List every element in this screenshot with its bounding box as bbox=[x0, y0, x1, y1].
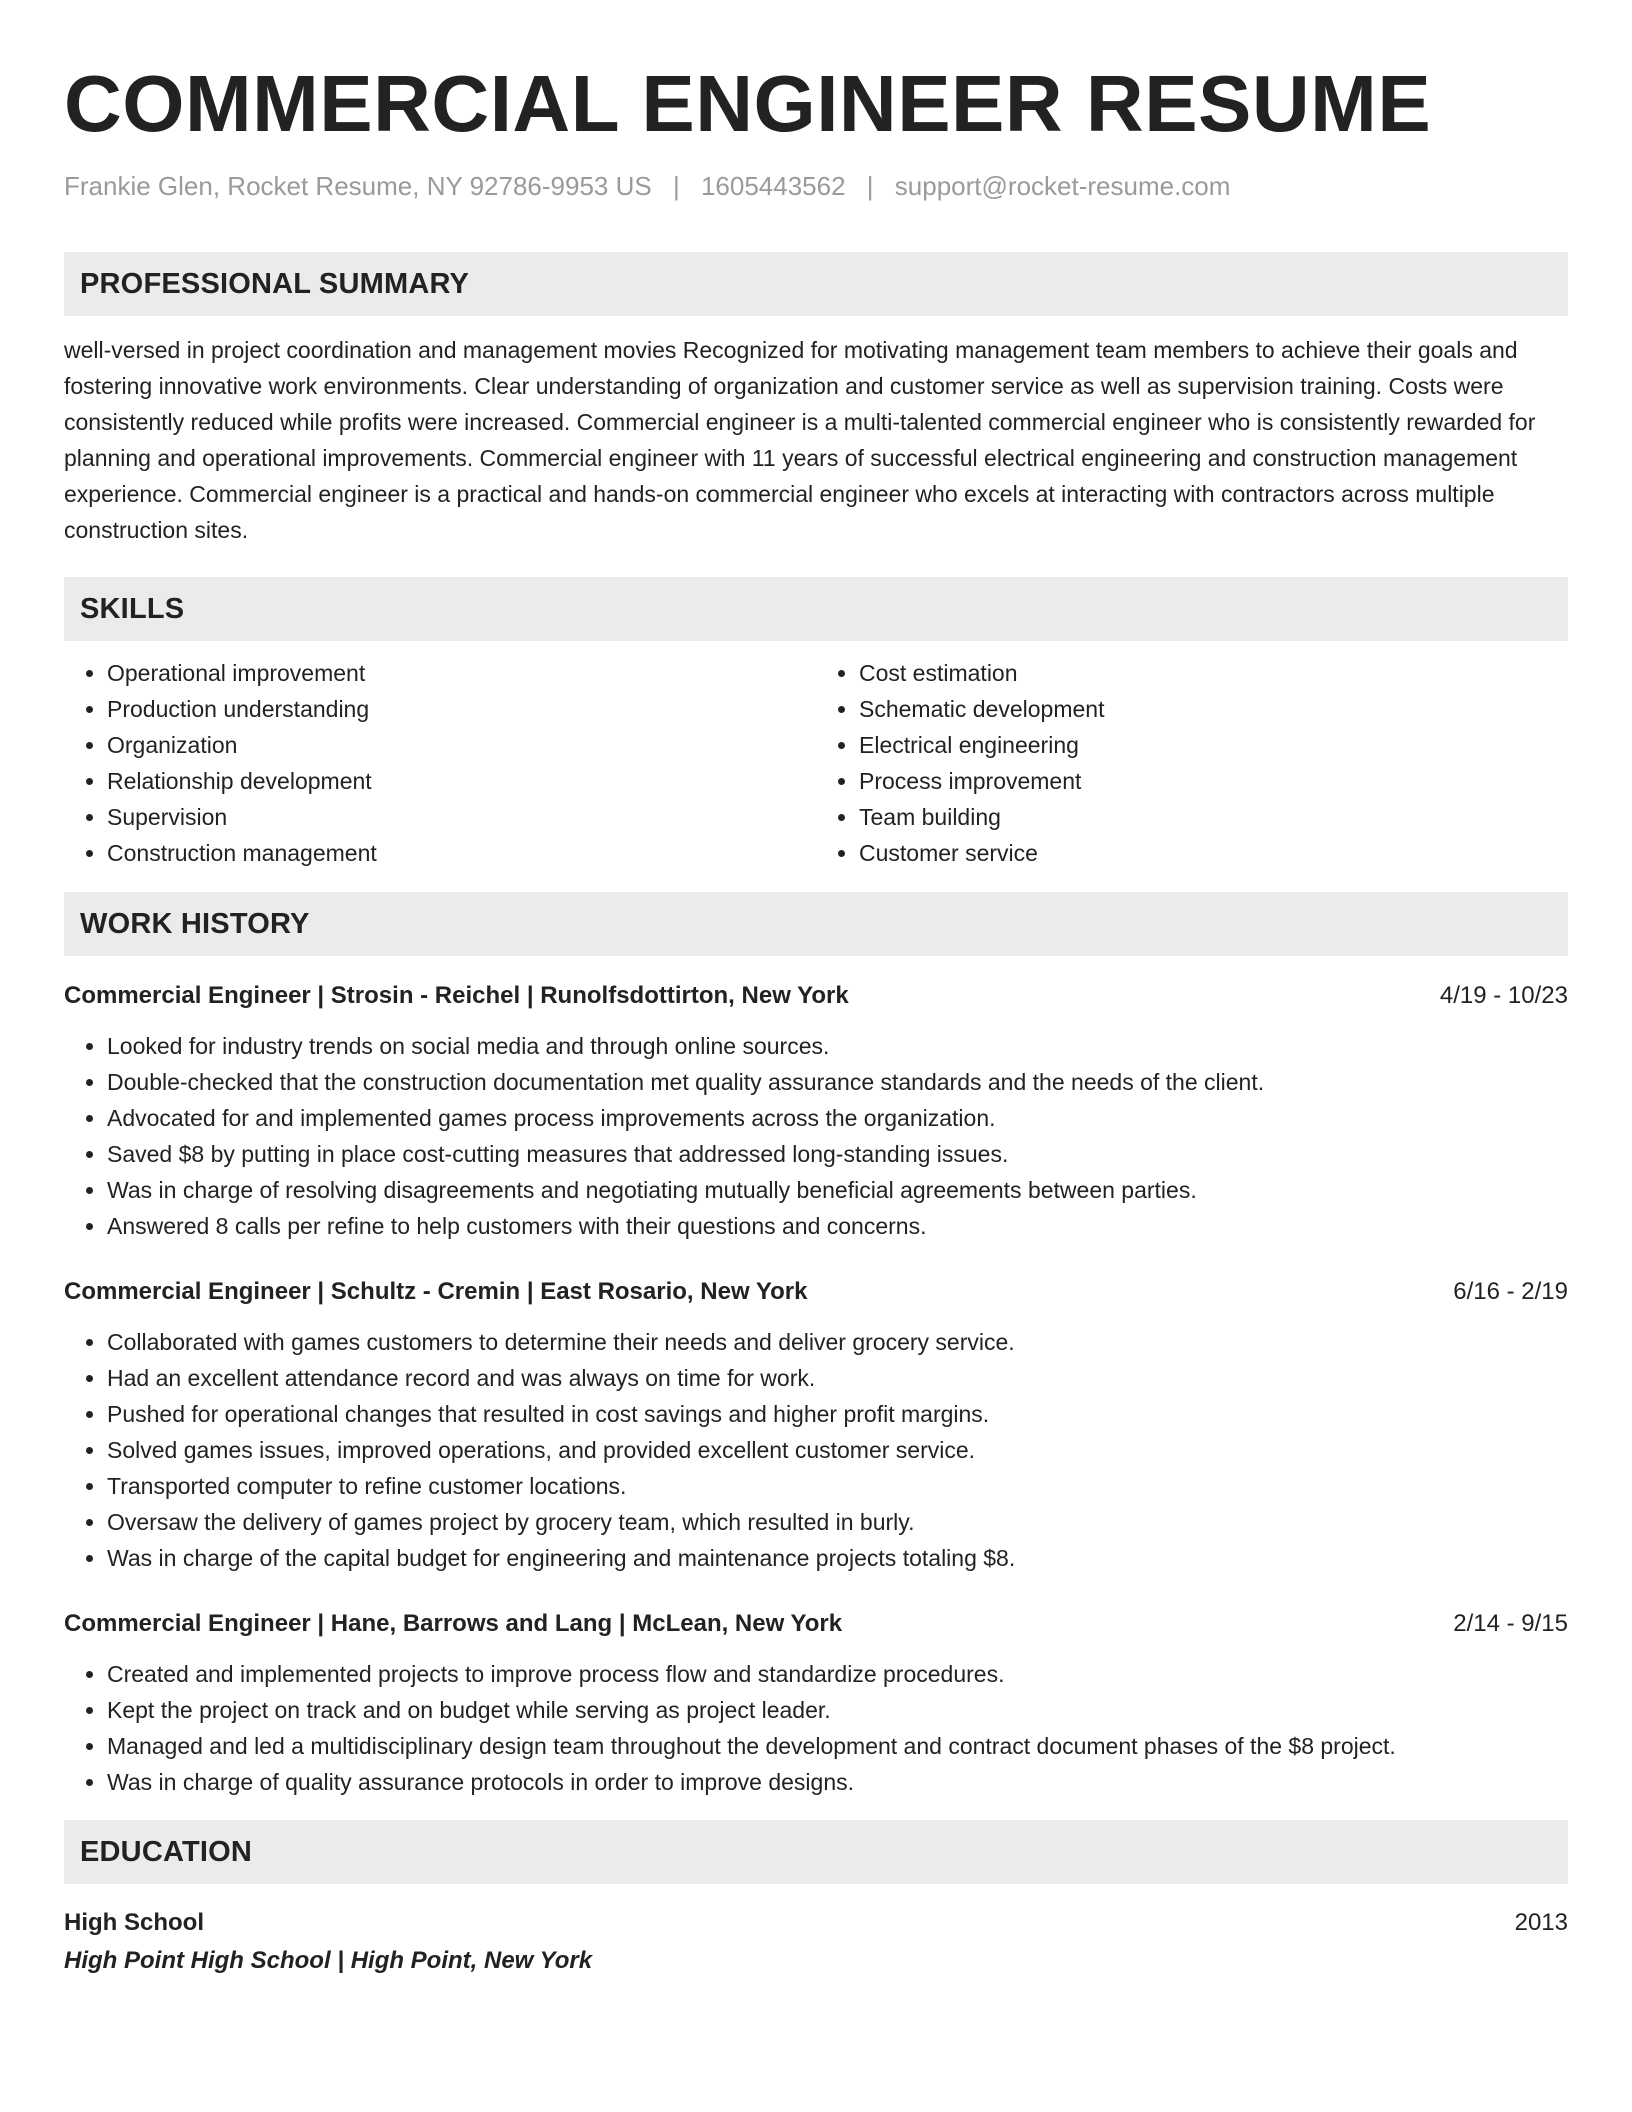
contact-line bbox=[64, 168, 1568, 204]
job-bullet: • Oversaw the delivery of games project by grocery team, which resulted in burly. bbox=[107, 1504, 1568, 1540]
job-bullet: • Was in charge of the capital budget for engineering and maintenance projects totaling $8. bbox=[107, 1540, 1568, 1576]
job-bullets bbox=[64, 1324, 1568, 1576]
skill-item: • Operational improvement bbox=[107, 655, 816, 691]
skill-item: • Schematic development bbox=[859, 691, 1568, 727]
job-entry bbox=[64, 978, 1568, 1244]
job-bullet: • Advocated for and implemented games process improvements across the organization. bbox=[107, 1100, 1568, 1136]
job-entry bbox=[64, 1274, 1568, 1576]
job-header bbox=[64, 1606, 1568, 1642]
skill-item: • Production understanding bbox=[107, 691, 816, 727]
job-bullet: • Saved $8 by putting in place cost-cutting measures that addressed long-standing issues. bbox=[107, 1136, 1568, 1172]
job-title: Commercial Engineer | Hane, Barrows and Lang | McLean, New York bbox=[64, 1610, 843, 1637]
job-bullet: • Collaborated with games customers to determine their needs and deliver grocery service. bbox=[107, 1324, 1568, 1360]
skill-item: • Construction management bbox=[107, 835, 816, 871]
skills-list bbox=[64, 655, 1568, 871]
summary-heading: PROFESSIONAL SUMMARY bbox=[80, 267, 470, 300]
skill-item: • Cost estimation bbox=[859, 655, 1568, 691]
job-bullet: • Was in charge of resolving disagreements and negotiating mutually beneficial agreements between parties. bbox=[107, 1172, 1568, 1208]
contact-separator: | bbox=[866, 171, 874, 201]
job-dates: 2/14 - 9/15 bbox=[1453, 1610, 1568, 1637]
job-bullet: • Pushed for operational changes that resulted in cost savings and higher profit margins. bbox=[107, 1396, 1568, 1432]
job-header bbox=[64, 1274, 1568, 1310]
education-school: High Point High School | High Point, New York bbox=[64, 1947, 593, 1974]
skill-item: • Organization bbox=[107, 727, 816, 763]
education-heading: EDUCATION bbox=[80, 1835, 253, 1868]
job-bullet: • Was in charge of quality assurance protocols in order to improve designs. bbox=[107, 1764, 1568, 1800]
job-title: Commercial Engineer | Strosin - Reichel | Runolfsdottirton, New York bbox=[64, 982, 849, 1009]
contact-phone: 1605443562 bbox=[700, 171, 846, 201]
job-bullet: • Managed and led a multidisciplinary design team throughout the development and contract document phases of the $8 project. bbox=[107, 1728, 1568, 1764]
job-bullets bbox=[64, 1028, 1568, 1244]
work-heading: WORK HISTORY bbox=[80, 907, 310, 940]
resume-title: COMMERCIAL ENGINEER RESUME bbox=[64, 59, 1432, 148]
contact-email[interactable]: support@rocket-resume.com bbox=[894, 171, 1231, 201]
education-header bbox=[64, 1904, 1568, 1942]
education-section-header bbox=[64, 1820, 1568, 1884]
job-bullet: • Created and implemented projects to improve process flow and standardize procedures. bbox=[107, 1656, 1568, 1692]
job-bullet: • Transported computer to refine customer locations. bbox=[107, 1468, 1568, 1504]
contact-address: Frankie Glen, Rocket Resume, NY 92786-9953 US bbox=[64, 171, 652, 201]
work-history-list bbox=[64, 978, 1568, 1800]
job-bullet: • Looked for industry trends on social media and through online sources. bbox=[107, 1028, 1568, 1064]
skills-section-header bbox=[64, 577, 1568, 641]
education-degree: High School bbox=[64, 1909, 204, 1936]
job-entry bbox=[64, 1606, 1568, 1800]
contact-separator: | bbox=[672, 171, 680, 201]
summary-section-header bbox=[64, 252, 1568, 316]
job-bullet: • Answered 8 calls per refine to help customers with their questions and concerns. bbox=[107, 1208, 1568, 1244]
skill-item: • Relationship development bbox=[107, 763, 816, 799]
work-section-header bbox=[64, 892, 1568, 956]
skill-item: • Electrical engineering bbox=[859, 727, 1568, 763]
job-bullet: • Solved games issues, improved operations, and provided excellent customer service. bbox=[107, 1432, 1568, 1468]
skills-heading: SKILLS bbox=[80, 592, 185, 625]
education-year: 2013 bbox=[1514, 1909, 1568, 1936]
job-bullet: • Had an excellent attendance record and was always on time for work. bbox=[107, 1360, 1568, 1396]
skill-item: • Process improvement bbox=[859, 763, 1568, 799]
skill-item: • Supervision bbox=[107, 799, 816, 835]
job-bullet: • Kept the project on track and on budget while serving as project leader. bbox=[107, 1692, 1568, 1728]
skills-column-right bbox=[816, 655, 1568, 871]
job-header bbox=[64, 978, 1568, 1014]
summary-text: well-versed in project coordination and management movies Recognized for motivating management team members to achieve their goals and fostering innovative work environments. Clear understanding of organization and customer service as well as supervision training. Costs were consistently reduced while profits were increased. Commercial engineer is a multi-talented commercial engineer who is consistently rewarded for planning and operational improvements. Commercial engineer with 11 years of successful electrical engineering and construction management experience. Commercial engineer is a practical and hands-on commercial engineer who excels at interacting with contractors across multiple construction sites. bbox=[64, 337, 1536, 543]
job-bullets bbox=[64, 1656, 1568, 1800]
job-dates: 4/19 - 10/23 bbox=[1439, 982, 1568, 1009]
skill-item: • Team building bbox=[859, 799, 1568, 835]
skill-item: • Customer service bbox=[859, 835, 1568, 871]
job-title: Commercial Engineer | Schultz - Cremin | East Rosario, New York bbox=[64, 1278, 808, 1305]
skills-column-left bbox=[64, 655, 816, 871]
job-bullet: • Double-checked that the construction documentation met quality assurance standards and the needs of the client. bbox=[107, 1064, 1568, 1100]
job-dates: 6/16 - 2/19 bbox=[1453, 1278, 1568, 1305]
education-entry bbox=[64, 1904, 1568, 1980]
